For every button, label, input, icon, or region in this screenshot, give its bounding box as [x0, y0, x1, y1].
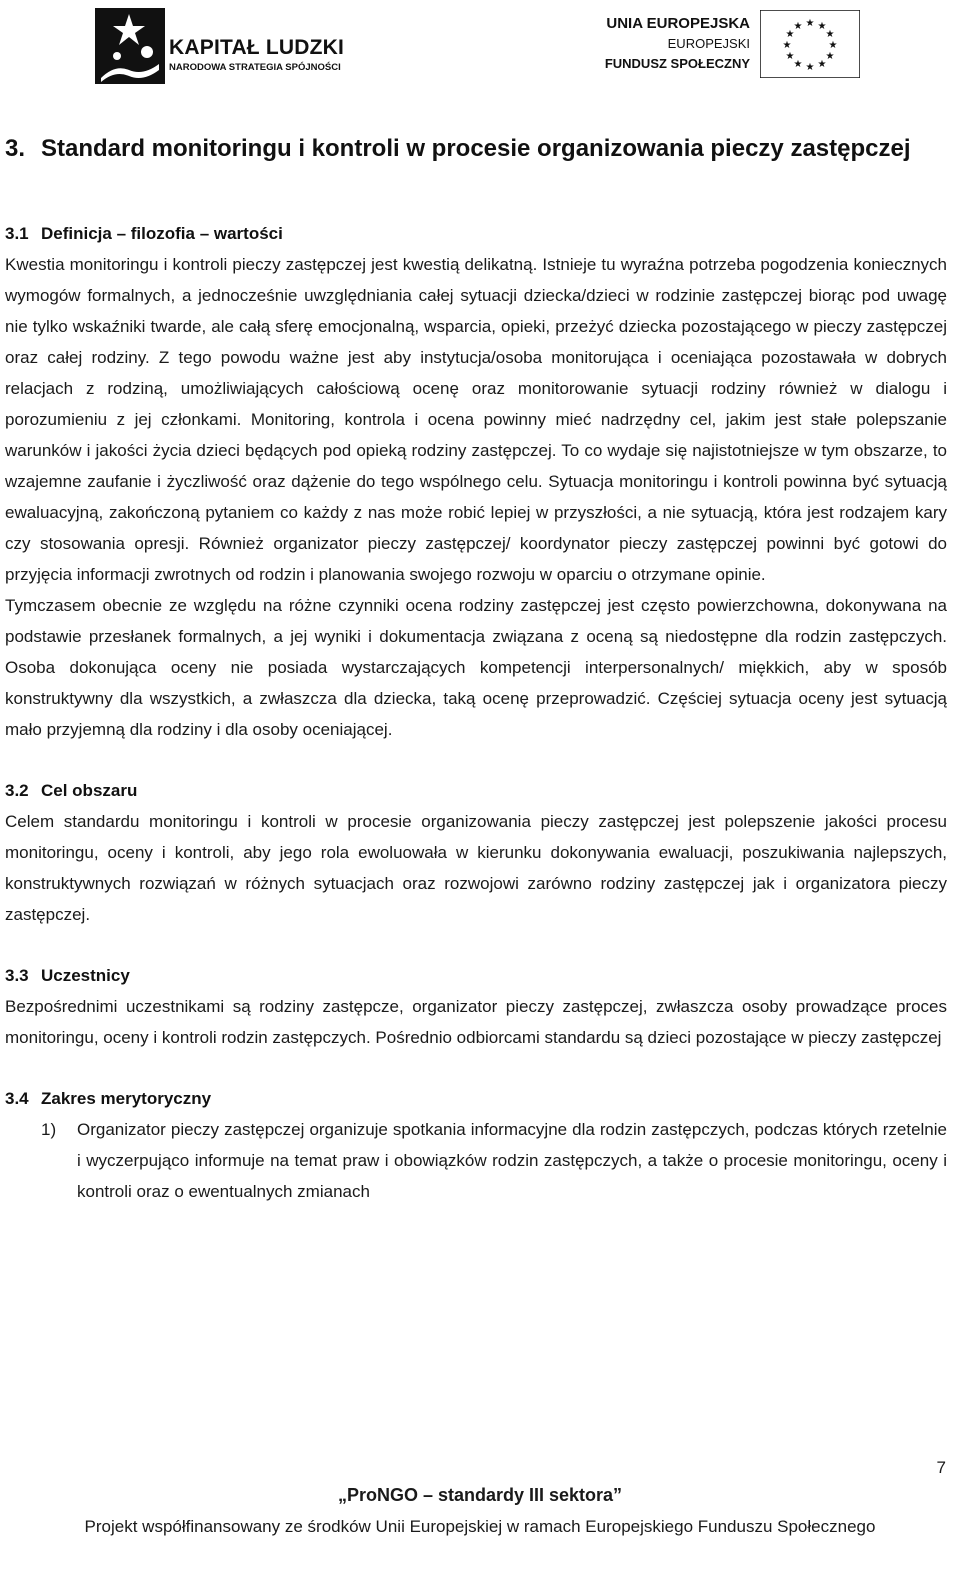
- section-heading-text: Cel obszaru: [41, 781, 138, 800]
- kapital-ludzki-title: KAPITAŁ LUDZKI: [169, 36, 345, 59]
- page-number: 7: [936, 1458, 946, 1477]
- section-heading: [5, 1083, 947, 1114]
- eu-logo-text: [605, 14, 750, 74]
- svg-text:★: ★: [793, 21, 803, 32]
- section-paragraph: Tymczasem obecnie ze względu na różne czynniki ocena rodziny zastępczej jest często powierzchowna, dokonywana na podstawie przesłanek formalnych, a jej wyniki i dokumentacja związana z oceną są niedostępne dla rodzin zastępczych. Osoba dokonująca oceny nie posiada wystarczających kompetencji interpersonalnych/ miękkich, aby w sposób konstruktywny dla wszystkich, a zwłaszcza dla dziecka, taką ocenę przeprowadzić. Częściej sytuacja oceny jest sytuacją mało przyjemną dla rodziny i dla osoby oceniającej.: [5, 596, 947, 739]
- section-heading: [5, 775, 947, 806]
- list-item-number: 1): [41, 1120, 57, 1139]
- svg-text:★: ★: [805, 62, 815, 73]
- eu-logo-line1: UNIA EUROPEJSKA: [606, 15, 750, 32]
- eu-logo: [600, 8, 860, 80]
- section-heading-text: Uczestnicy: [41, 966, 130, 985]
- section-number: 3.3: [5, 966, 29, 985]
- svg-text:★: ★: [825, 51, 835, 62]
- kapital-ludzki-emblem-icon: [95, 8, 167, 86]
- footer-project-name: „ProNGO – standardy III sektora”: [337, 1485, 623, 1505]
- svg-text:★: ★: [785, 51, 795, 62]
- svg-text:★: ★: [785, 29, 795, 40]
- kapital-ludzki-logo: [95, 8, 365, 86]
- chapter-title-text: Standard monitoringu i kontroli w procesie organizowania pieczy zastępczej: [41, 135, 911, 162]
- section-paragraph: Celem standardu monitoringu i kontroli w procesie organizowania pieczy zastępczej jest polepszenie jakości procesu monitoringu, oceny i kontroli, aby jego rola ewoluowała w kierunku dokonywania ewaluacji, poszukiwania najlepszych, konstruktywnych rozwiązań w różnych sytuacjach oraz rozwojowi zarówno rodziny zastępczej jak i organizatora pieczy zastępczej.: [5, 812, 947, 924]
- section-number: 3.2: [5, 781, 29, 800]
- svg-text:★: ★: [817, 59, 827, 70]
- section-heading-text: Definicja – filozofia – wartości: [41, 224, 283, 243]
- eu-logo-line3: FUNDUSZ SPOŁECZNY: [604, 56, 750, 71]
- eu-flag-icon: [760, 10, 860, 78]
- list-item: [5, 1114, 947, 1207]
- kapital-ludzki-subtitle: NARODOWA STRATEGIA SPÓJNOŚCI: [169, 62, 341, 73]
- section-heading: [5, 218, 947, 249]
- eu-logo-line2: EUROPEJSKI: [667, 36, 750, 51]
- svg-text:★: ★: [828, 40, 838, 51]
- section-heading-text: Zakres merytoryczny: [41, 1089, 212, 1108]
- svg-text:★: ★: [805, 18, 815, 29]
- chapter-number: 3.: [5, 135, 26, 162]
- section-number: 3.1: [5, 224, 29, 243]
- svg-text:★: ★: [817, 21, 827, 32]
- svg-text:★: ★: [782, 40, 792, 51]
- section-heading: [5, 960, 947, 991]
- list-item-text: Organizator pieczy zastępczej organizuje spotkania informacyjne dla rodzin zastępczych, podczas których rzetelnie i wyczerpująco informuje na temat praw i obowiązków rodzin zastępczych, a także o procesie monitoringu, oceny i kontroli oraz o ewentualnych zmianach: [77, 1120, 947, 1201]
- svg-text:★: ★: [793, 59, 803, 70]
- section-number: 3.4: [5, 1089, 29, 1108]
- svg-text:★: ★: [825, 29, 835, 40]
- section-paragraph: Bezpośrednimi uczestnikami są rodziny zastępcze, organizator pieczy zastępczej, zwłaszcza osoby prowadzące proces monitoringu, oceny i kontroli rodzin zastępczych. Pośrednio odbiorcami standardu są dzieci pozostające w pieczy zastępczej: [5, 997, 947, 1047]
- footer-cofinancing-note: Projekt współfinansowany ze środków Unii Europejskiej w ramach Europejskiego Funduszu Społecznego: [84, 1517, 876, 1536]
- document-body: [5, 128, 947, 1207]
- section-paragraph: Kwestia monitoringu i kontroli pieczy zastępczej jest kwestią delikatną. Istnieje tu wyraźna potrzeba pogodzenia koniecznych wymogów formalnych, a jednocześnie uwzględniania całej sytuacji dziecka/dzieci w rodzinie zastępczej biorąc pod uwagę nie tylko wskaźniki twarde, ale całą sferę emocjonalną, wsparcia, opieki, przeżyć dziecka pozostającego w pieczy zastępczej oraz całej rodziny. Z tego powodu ważne jest aby instytucja/osoba monitorująca i oceniająca pozostawała w dobrych relacjach z rodziną, umożliwiających całościową ocenę oraz monitorowanie sytuacji rodziny również w dialogu i porozumieniu z jej członkami. Monitoring, kontrola i ocena powinny mieć nadrzędny cel, jakim jest stałe polepszanie warunków i jakości życia dzieci będących pod opieką rodziny zastępczej. To co wydaje się najistotniejsze w tym obszarze, to wzajemne zaufanie i życzliwość oraz dążenie do tego wspólnego celu. Sytuacja monitoringu i kontroli powinna być sytuacją ewaluacyjną, zakończoną pytaniem co każdy z nas może robić lepiej w przyszłości, a nie sytuacją, która jest rodzajem kary czy stosowania opresji. Również organizator pieczy zastępczej/ koordynator pieczy zastępczej powinni być gotowi do przyjęcia informacji zwrotnych od rodzin i planowania swojego rozwoju w oparciu o otrzymane opinie.: [5, 255, 947, 584]
- chapter-title: [5, 128, 947, 170]
